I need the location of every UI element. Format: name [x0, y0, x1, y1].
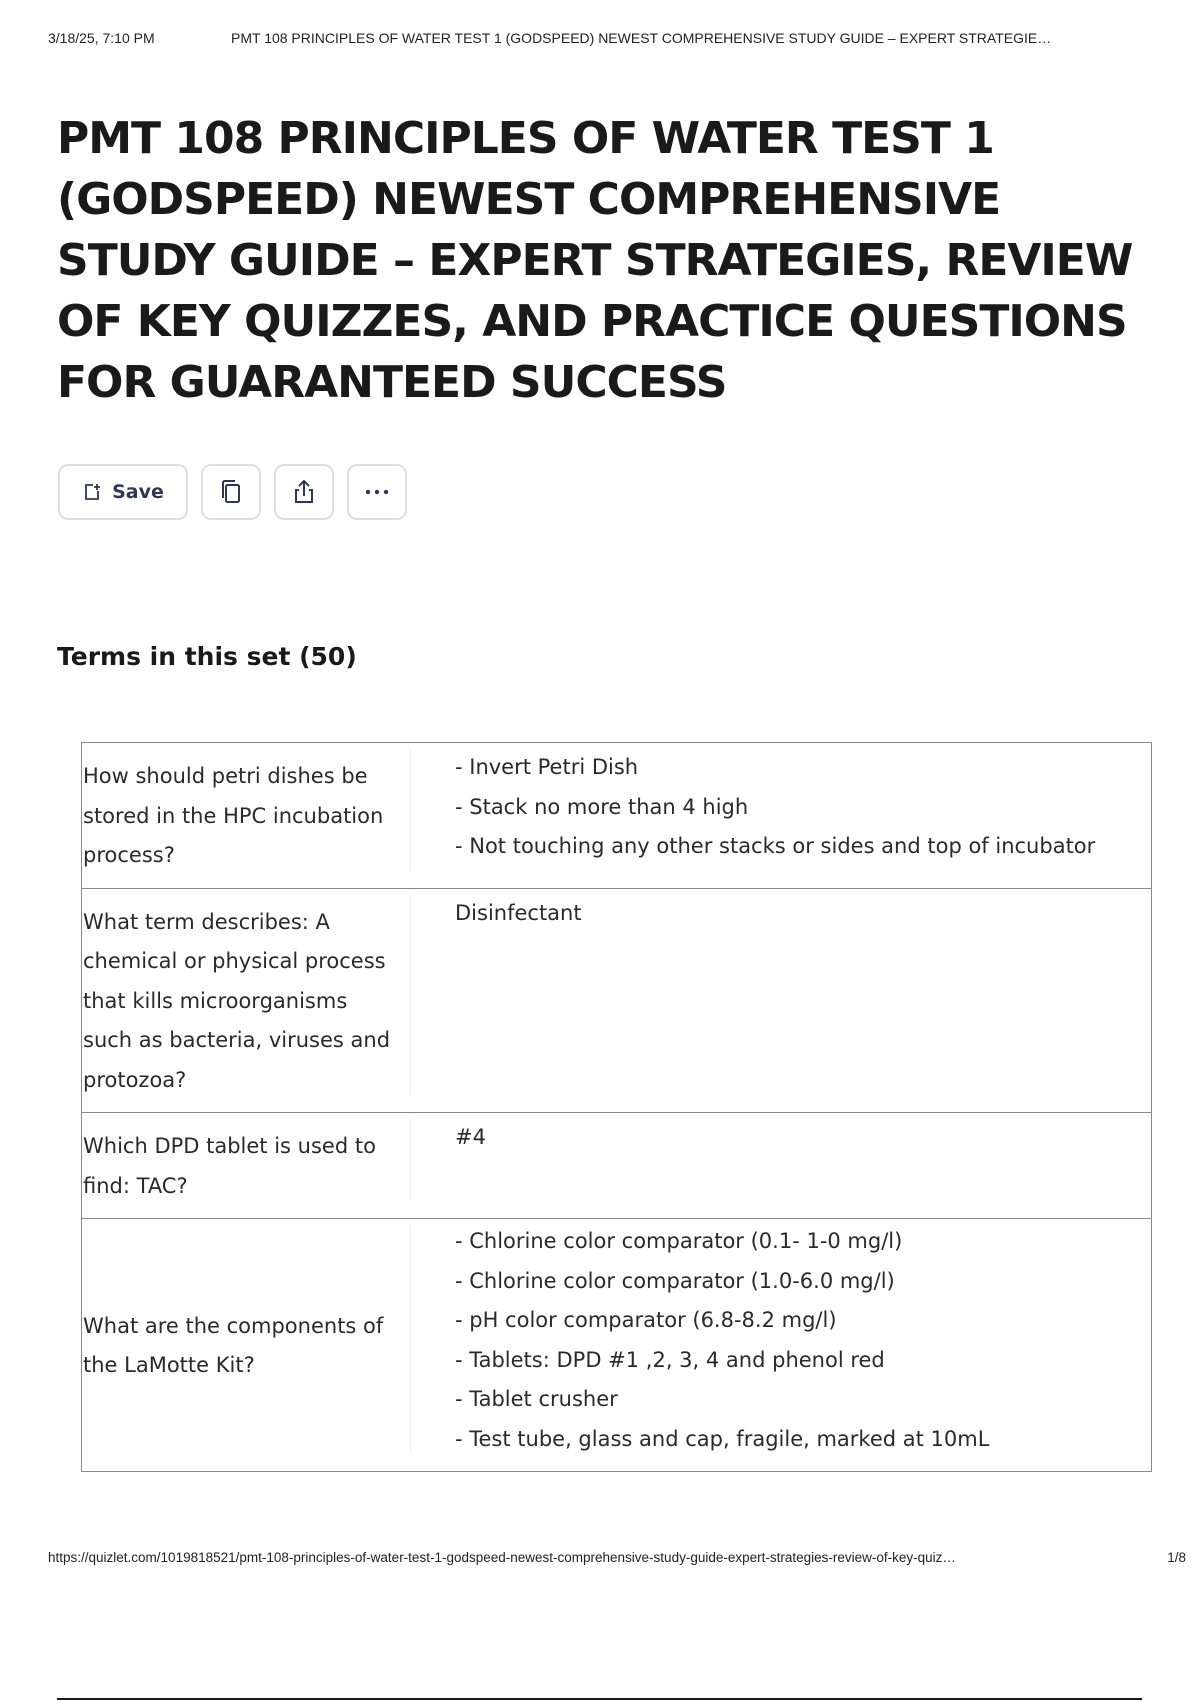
save-label: Save: [112, 481, 164, 503]
definition-line: - Not touching any other stacks or sides and top of incubator: [455, 834, 1096, 858]
definition-line: - Invert Petri Dish: [455, 755, 639, 779]
term-text: Which DPD tablet is used to find: TAC?: [83, 1134, 376, 1198]
definition-line: - Stack no more than 4 high: [455, 794, 749, 819]
term-text: How should petri dishes be stored in the HPC incubation process?: [83, 764, 384, 867]
table-row: [82, 1113, 1152, 1219]
copy-button[interactable]: [201, 464, 261, 520]
copy-icon: [218, 478, 244, 506]
action-toolbar: [58, 464, 407, 520]
definition-line: - pH color comparator (6.8-8.2 mg/l): [455, 1308, 837, 1332]
share-button[interactable]: [274, 464, 334, 520]
page-title: PMT 108 PRINCIPLES OF WATER TEST 1 (GODSPEED) NEWEST COMPREHENSIVE STUDY GUIDE – EXPERT STRATEGIES, REVIEW OF KEY QUIZZES, AND PRACTICE QUESTIONS FOR GUARANTEED SUCCESS: [57, 113, 1133, 408]
definition-line: - Tablet crusher: [455, 1387, 618, 1411]
definition-line: #4: [455, 1125, 486, 1149]
print-date: 3/18/25, 7:10 PM: [48, 30, 155, 46]
share-icon: [291, 478, 317, 506]
definition-cell: [411, 888, 1152, 1113]
print-url: https://quizlet.com/1019818521/pmt-108-principles-of-water-test-1-godspeed-newest-comprehensive-study-guide-expert-strategies-review-of-key-quiz…: [48, 1550, 956, 1565]
save-icon: [82, 482, 102, 502]
more-icon: [364, 488, 390, 496]
definition-line: - Chlorine color comparator (1.0-6.0 mg/l): [455, 1268, 895, 1293]
term-cell: [82, 1219, 412, 1472]
save-button[interactable]: [58, 464, 188, 520]
term-cell: [82, 1113, 412, 1219]
table-row: [82, 743, 1152, 889]
terms-heading: Terms in this set (50): [57, 642, 357, 671]
terms-table: [81, 742, 1152, 1472]
page-number: 1/8: [1167, 1550, 1186, 1565]
definition-cell: [411, 743, 1152, 889]
term-cell: [82, 888, 412, 1113]
definition-line: - Test tube, glass and cap, fragile, marked at 10mL: [455, 1426, 990, 1451]
more-options-button[interactable]: [347, 464, 407, 520]
definition-cell: [411, 1113, 1152, 1219]
definition-line: - Tablets: DPD #1 ,2, 3, 4 and phenol red: [455, 1347, 885, 1372]
table-row: [82, 1219, 1152, 1472]
print-doc-title: PMT 108 PRINCIPLES OF WATER TEST 1 (GODSPEED) NEWEST COMPREHENSIVE STUDY GUIDE – EXPERT STRATEGIE…: [231, 30, 1052, 46]
definition-line: - Chlorine color comparator (0.1- 1-0 mg/l): [455, 1229, 903, 1253]
definition-line: Disinfectant: [455, 900, 582, 925]
term-cell: [82, 743, 412, 889]
table-row: [82, 888, 1152, 1113]
term-text: What term describes: A chemical or physical process that kills microorganisms such as bacteria, viruses and protozoa?: [83, 909, 391, 1092]
definition-cell: [411, 1219, 1152, 1472]
term-text: What are the components of the LaMotte Kit?: [83, 1313, 384, 1377]
